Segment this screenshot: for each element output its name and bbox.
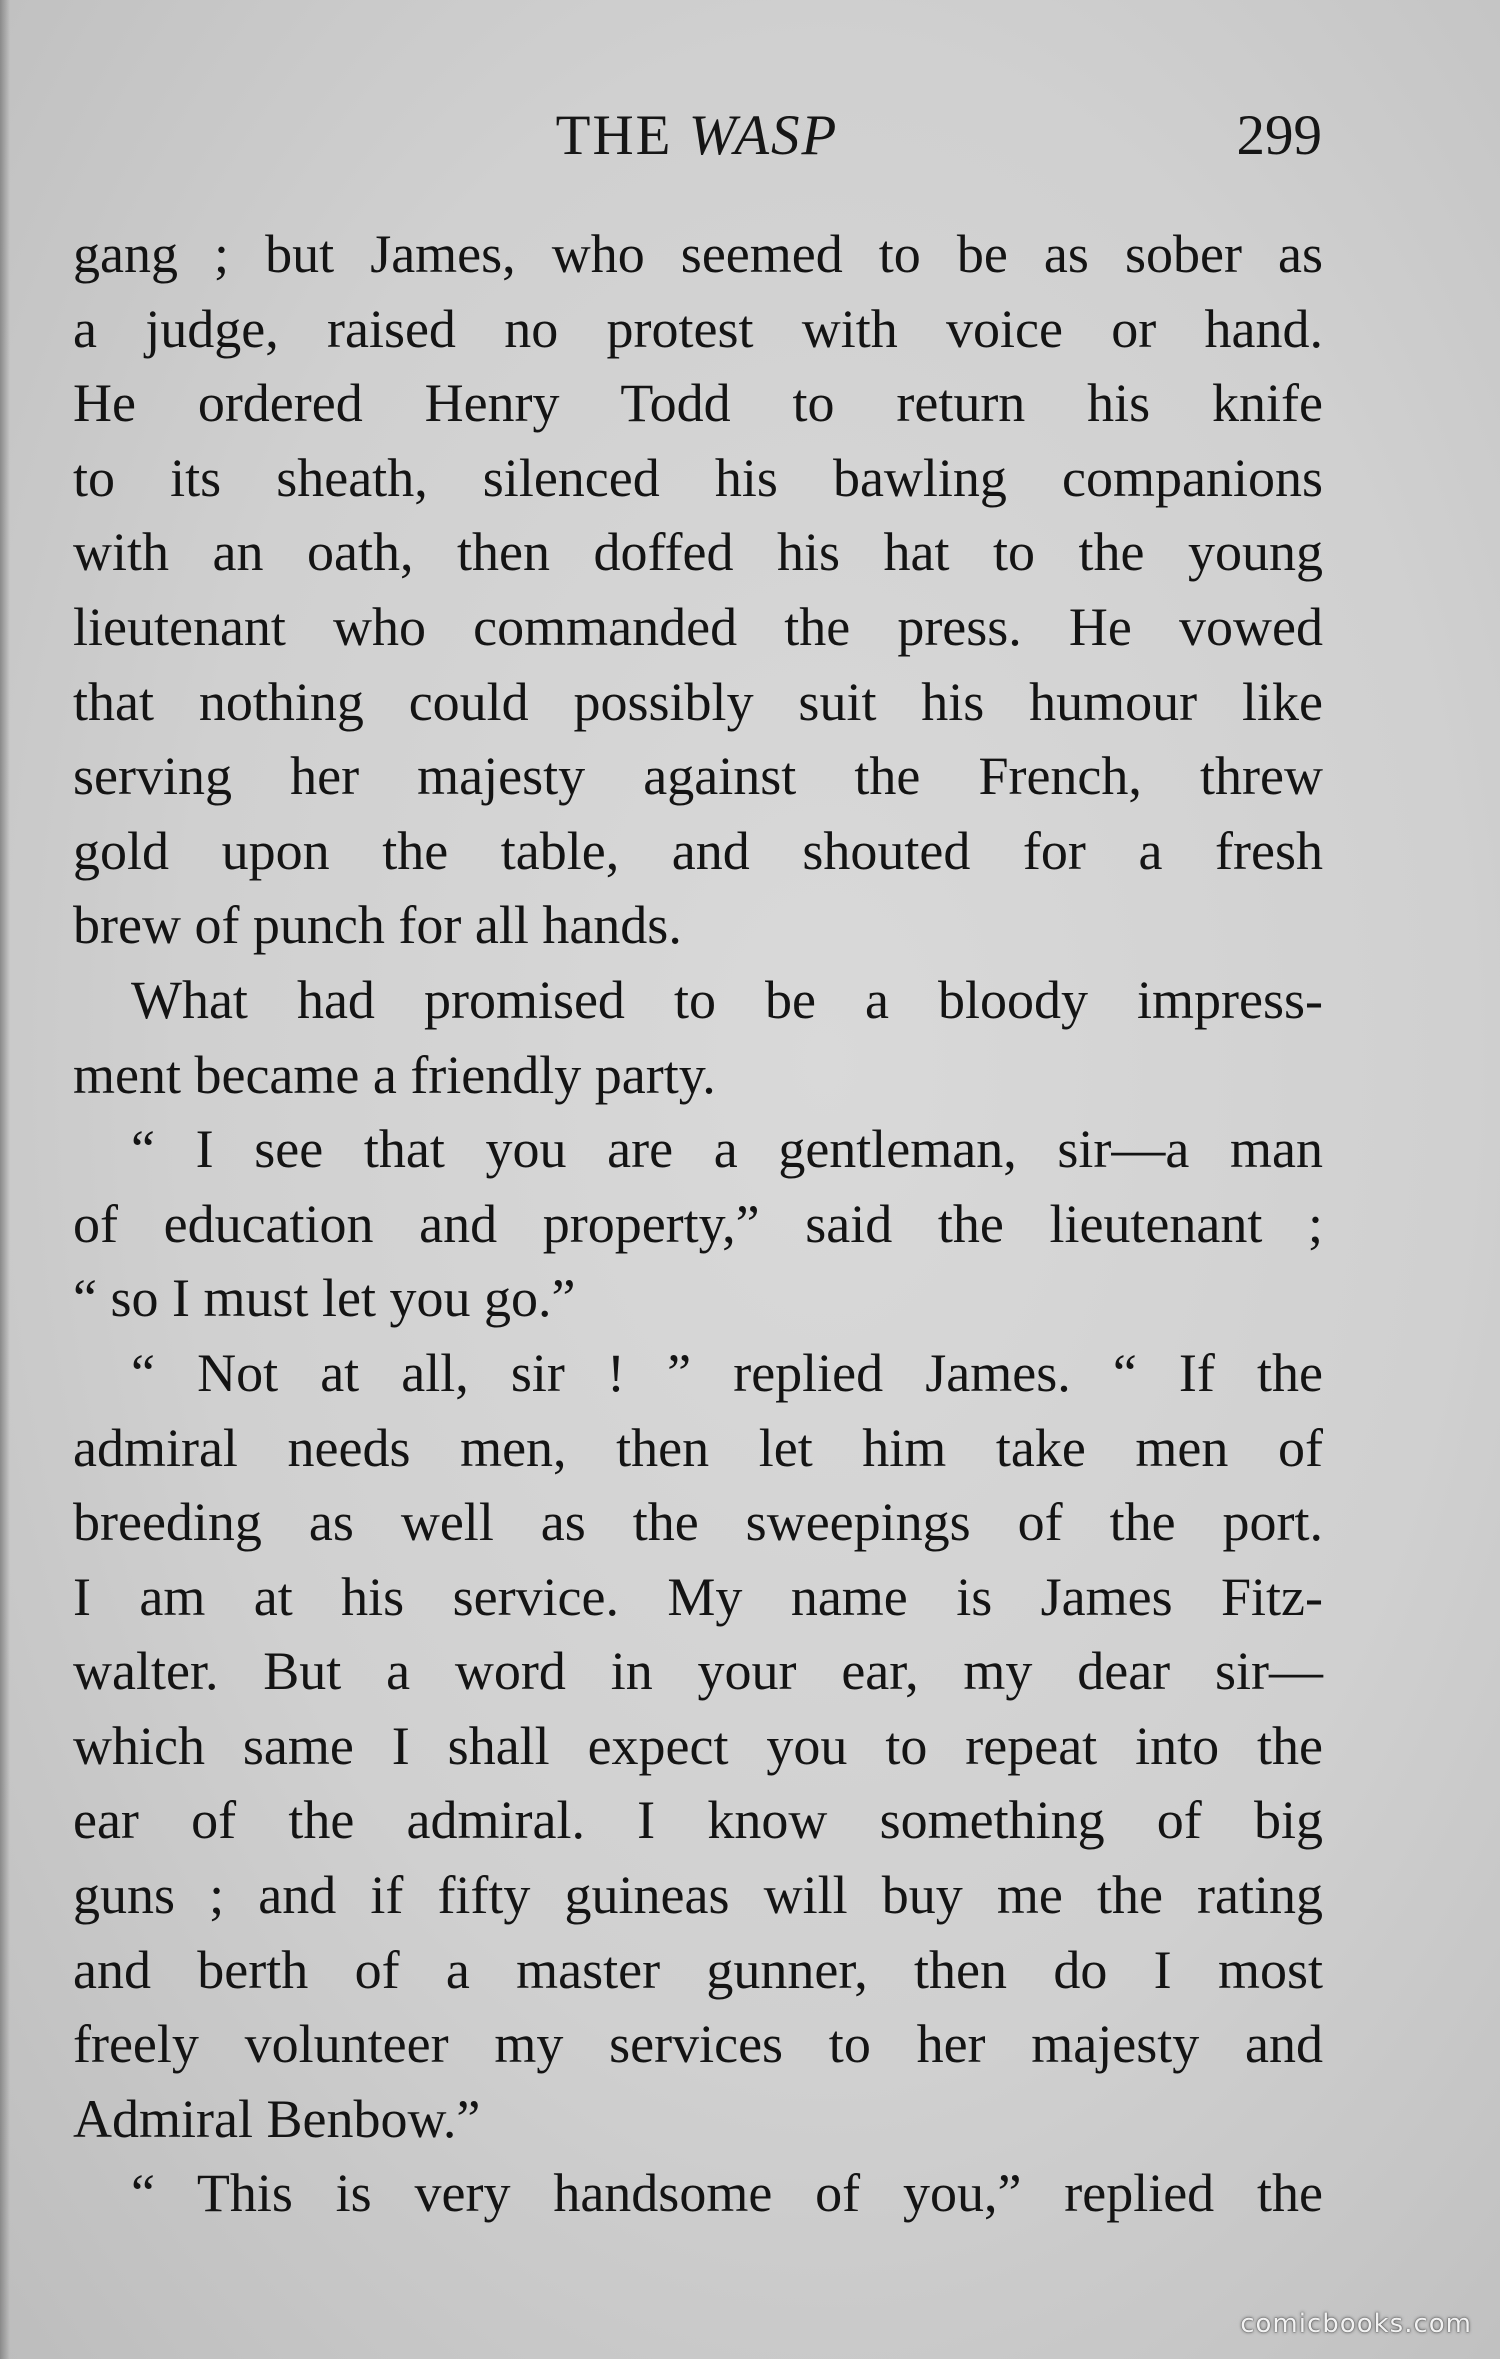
text-line: ment became a friendly party. [73, 1044, 716, 1105]
watermark: comicbooks.com [1240, 2309, 1472, 2339]
text-line: gold upon the table, and shouted for a fresh [73, 820, 1323, 881]
text-line: which same I shall expect you to repeat into the [73, 1715, 1323, 1776]
text-line: guns ; and if fifty guineas will buy me the rating [73, 1865, 1323, 1926]
text-line: lieutenant who commanded the press. He vowed [73, 596, 1323, 657]
page-edge-shadow [0, 0, 10, 2359]
text-line: “ so I must let you go.” [73, 1268, 576, 1329]
text-line: “ Not at all, sir ! ” replied James. “ If the [131, 1342, 1323, 1403]
body-text [73, 217, 1323, 2231]
running-head [72, 96, 1322, 176]
running-title-prefix: THE [555, 104, 673, 167]
text-line: to its sheath, silenced his bawling companions [73, 447, 1323, 508]
text-line: breeding as well as the sweepings of the port. [73, 1492, 1323, 1553]
text-line: that nothing could possibly suit his humour like [73, 671, 1323, 732]
text-line: “ I see that you are a gentleman, sir—a man [131, 1119, 1323, 1180]
running-title-italic: WASP [688, 104, 839, 167]
text-line: freely volunteer my services to her majesty and [73, 2014, 1323, 2075]
text-line: gang ; but James, who seemed to be as sober as [73, 224, 1323, 284]
text-line: Admiral Benbow.” [73, 2088, 481, 2149]
text-line: walter. But a word in your ear, my dear sir— [73, 1641, 1323, 1702]
text-line: He ordered Henry Todd to return his knife [73, 373, 1323, 434]
text-line: a judge, raised no protest with voice or hand. [73, 298, 1323, 359]
text-line: I am at his service. My name is James Fitz- [73, 1566, 1323, 1627]
page-number: 299 [1236, 104, 1322, 167]
text-line: What had promised to be a bloody impress- [131, 969, 1323, 1030]
text-line: with an oath, then doffed his hat to the young [73, 522, 1323, 583]
text-line: serving her majesty against the French, threw [73, 746, 1323, 807]
text-line: admiral needs men, then let him take men of [73, 1417, 1323, 1478]
text-line: ear of the admiral. I know something of big [73, 1790, 1323, 1851]
text-line: “ This is very handsome of you,” replied the [131, 2163, 1323, 2224]
text-line: and berth of a master gunner, then do I most [73, 1939, 1323, 2000]
running-title [72, 96, 1322, 176]
text-line: of education and property,” said the lieutenant ; [73, 1193, 1323, 1254]
text-line: brew of punch for all hands. [73, 895, 682, 956]
